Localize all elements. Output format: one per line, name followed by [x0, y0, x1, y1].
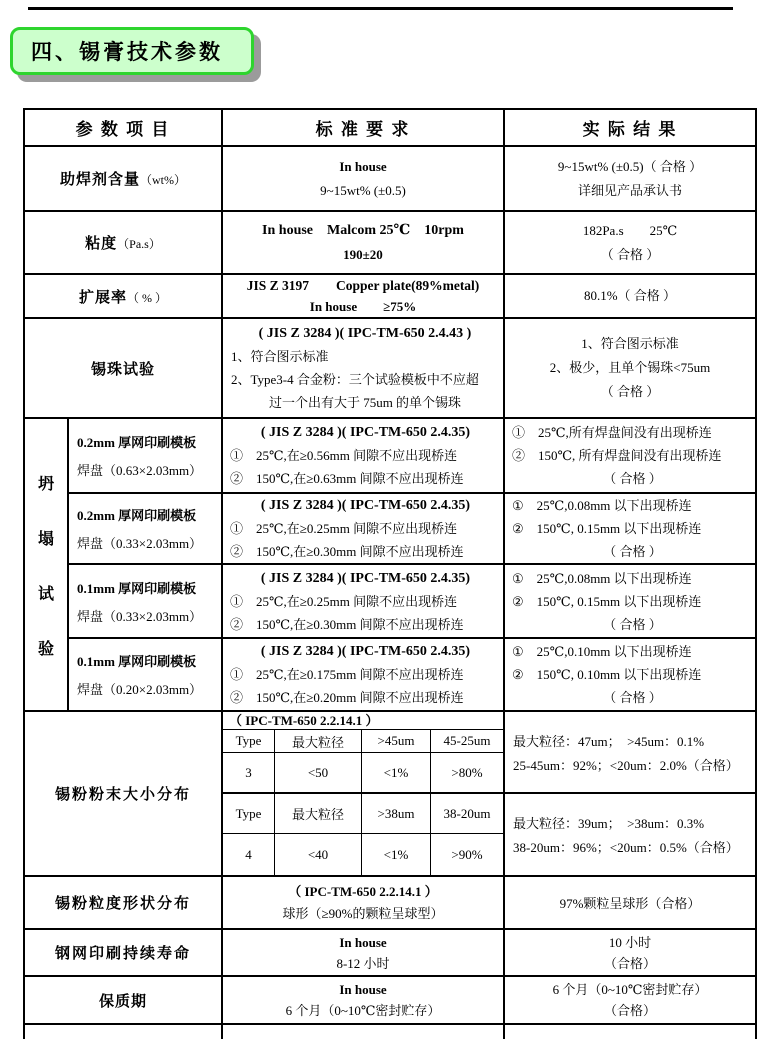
stencil-life-standard-cell: [223, 930, 505, 975]
powder-type4-v2: <40: [275, 834, 362, 875]
collapse-row-3: [69, 565, 755, 639]
collapse-vertical-label: [25, 419, 69, 710]
powder-type3-v4: >80%: [451, 764, 483, 780]
flux-res-line2: 详细见产品承认书: [577, 182, 682, 198]
powder-type3-value-row: [223, 753, 503, 792]
ball-res-line3: （ 合格 ）: [600, 384, 660, 399]
page-title: 四、锡膏技术参数: [31, 40, 223, 64]
viscosity-standard-cell: [223, 212, 505, 273]
shelf-life-res-line2: （合格）: [603, 1003, 656, 1018]
powder-type3-v3: <1%: [362, 753, 431, 792]
row-spread-rate: [25, 275, 755, 319]
ball-std-line3: 过一个出有大于 75um 的单个锡珠: [268, 395, 462, 410]
collapse-row4-standard: [223, 639, 505, 710]
collapse-row2-result: [505, 494, 755, 563]
collapse-row4-std-line2: ② 150℃,在≥0.20mm 间隙不应出现桥连: [230, 690, 464, 705]
powder-type3-res-line1: 最大粒径：47um； >45um：0.1%: [513, 733, 705, 749]
collapse-row3-result: [505, 565, 755, 637]
powder-type3-h3: >45um: [362, 730, 431, 752]
stencil-life-result-cell: [505, 930, 755, 975]
powder-type4-value-row: [223, 834, 503, 875]
collapse-vchar-4: 验: [37, 640, 54, 658]
row-viscosity: [25, 212, 755, 275]
flux-label-cell: [25, 147, 223, 210]
spread-standard-cell: [223, 275, 505, 317]
ball-standard-cell: [223, 319, 505, 417]
shelf-life-label-cell: [25, 977, 223, 1023]
collapse-row-1: [69, 419, 755, 494]
collapse-row1-res-line3: （ 合格 ）: [603, 471, 662, 486]
collapse-row-2: [69, 494, 755, 565]
collapse-row3-label: [69, 565, 223, 637]
powder-type3-h4: 45-25um: [443, 733, 491, 748]
powder-size-label: 锡粉粉末大小分布: [54, 787, 191, 803]
spread-unit: （ % ）: [127, 290, 167, 305]
powder-type3-table: [223, 712, 505, 792]
powder-type4-h2: 最大粒径: [275, 794, 362, 833]
collapse-vchar-2: 塌: [37, 530, 54, 548]
powder-type3-v2: <50: [275, 753, 362, 792]
collapse-row3-standard: [223, 565, 505, 637]
collapse-vchar-1: 坍: [37, 475, 54, 493]
spread-result-cell: [505, 275, 755, 317]
viscosity-res-line2: （ 合格 ）: [600, 246, 660, 262]
stencil-life-std-line1: In house: [339, 934, 387, 950]
shelf-life-standard-cell: [223, 977, 505, 1023]
collapse-row1-std-line1: ① 25℃,在≥0.56mm 间隙不应出现桥连: [230, 448, 458, 463]
powder-type4-header-row: [223, 794, 503, 834]
stencil-life-res-line1: 10 小时: [608, 934, 652, 950]
powder-type4-v3: <1%: [362, 834, 431, 875]
powder-shape-result-cell: [505, 877, 755, 928]
stencil-life-res-line2: （合格）: [603, 955, 656, 971]
collapse-row4-result: [505, 639, 755, 710]
row-shelf-life: [25, 977, 755, 1025]
spread-res-line1: 80.1%（ 合格 ）: [583, 288, 677, 303]
shelf-life-result-cell: [505, 977, 755, 1023]
stencil-life-std-line2: 8-12 小时: [336, 955, 390, 971]
cutoff-cell-3: [505, 1025, 755, 1039]
collapse-row4-label: [69, 639, 223, 710]
powder-type3-h2: 最大粒径: [275, 730, 362, 752]
viscosity-std-line1: In house Malcom 25℃ 10rpm: [262, 222, 464, 238]
powder-shape-standard-cell: [223, 877, 505, 928]
header-param: 参 数 项 目: [25, 110, 223, 145]
collapse-row4-std-head: ( JIS Z 3284 )( IPC-TM-650 2.4.35): [260, 644, 471, 659]
shelf-life-std-line2: 6 个月（0~10℃密封贮存）: [285, 1003, 441, 1018]
collapse-row1-label: [69, 419, 223, 492]
powder-std-head: （ IPC-TM-650 2.2.14.1 ）: [223, 712, 503, 730]
ball-res-line2: 2、极少，且单个锡珠<75um: [549, 360, 711, 375]
collapse-row3-std-line1: ① 25℃,在≥0.25mm 间隙不应出现桥连: [230, 593, 458, 609]
collapse-row3-std-line2: ② 150℃,在≥0.30mm 间隙不应出现桥连: [230, 616, 464, 632]
cutoff-cell-2: [223, 1025, 505, 1039]
powder-shape-std-line2: 球形（≥90%的颗粒呈球型）: [282, 905, 444, 921]
shelf-life-res-line1: 6 个月（0~10℃密封贮存）: [552, 982, 708, 997]
collapse-row3-label-line1: 0.1mm 厚网印刷模板: [77, 580, 197, 596]
ball-result-cell: [505, 319, 755, 417]
collapse-row1-res-line2: ② 150℃, 所有焊盘间没有出现桥连: [512, 448, 722, 463]
powder-type4-v4: >90%: [451, 846, 483, 862]
collapse-row2-res-line3: （ 合格 ）: [603, 544, 662, 559]
collapse-row-4: [69, 639, 755, 710]
ball-std-line2: 2、Type3-4 合金粉：三个试验模板中不应超: [231, 372, 479, 387]
powder-type3-v1: 3: [223, 753, 275, 792]
collapse-row3-label-line2: 焊盘（0.33×2.03mm）: [77, 608, 203, 624]
collapse-row1-label-line2: 焊盘（0.63×2.03mm）: [77, 463, 203, 478]
viscosity-label: 粘度: [85, 236, 118, 252]
table-header-row: [25, 110, 755, 147]
collapse-row1-result: [505, 419, 755, 492]
viscosity-unit: （Pa.s）: [117, 237, 161, 251]
flux-result-cell: [505, 147, 755, 210]
collapse-row3-res-line1: ① 25℃,0.08mm 以下出现桥连: [512, 570, 692, 586]
collapse-row2-std-line2: ② 150℃,在≥0.30mm 间隙不应出现桥连: [230, 544, 464, 559]
flux-standard-cell: [223, 147, 505, 210]
flux-res-line1: 9~15wt% (±0.5)（ 合格 ）: [557, 158, 703, 174]
section-title-box: [10, 27, 254, 75]
collapse-row2-label-line2: 焊盘（0.33×2.03mm）: [77, 536, 203, 551]
shelf-life-std-line1: In house: [339, 982, 387, 997]
collapse-row4-res-line3: （ 合格 ）: [603, 690, 662, 705]
stencil-life-label-cell: [25, 930, 223, 975]
powder-shape-std-line1: （ IPC-TM-650 2.2.14.1 ）: [288, 883, 438, 899]
powder-type3-res-line2: 25-45um：92%；<20um：2.0%（合格）: [513, 757, 739, 773]
spread-label: 扩展率: [78, 289, 127, 306]
row-stencil-life: [25, 930, 755, 977]
row-powder-shape: [25, 877, 755, 930]
header-standard: 标 准 要 求: [223, 110, 505, 145]
powder-type4-res-line1: 最大粒径：39um； >38um：0.3%: [513, 816, 705, 831]
row-flux-content: [25, 147, 755, 212]
row-solder-ball-test: [25, 319, 755, 419]
stencil-life-label: 钢网印刷持续寿命: [54, 946, 191, 962]
collapse-row1-std-line2: ② 150℃,在≥0.63mm 间隙不应出现桥连: [230, 471, 464, 486]
powder-shape-res-line1: 97%颗粒呈球形（合格）: [559, 896, 701, 911]
powder-type3-header-row: [223, 730, 503, 753]
powder-size-body: [223, 712, 755, 875]
powder-type4-result: [505, 794, 755, 875]
spread-std-line2: In house ≥75%: [309, 299, 417, 314]
collapse-row4-std-line1: ① 25℃,在≥0.175mm 间隙不应出现桥连: [230, 667, 464, 682]
collapse-row2-res-line1: ① 25℃,0.08mm 以下出现桥连: [512, 498, 692, 513]
powder-shape-label: 锡粉粒度形状分布: [54, 896, 191, 912]
parameters-table: [23, 108, 757, 1039]
collapse-row4-label-line1: 0.1mm 厚网印刷模板: [77, 654, 197, 669]
powder-type4-table: [223, 794, 505, 875]
shelf-life-label: 保质期: [98, 993, 147, 1010]
collapse-row2-std-line1: ① 25℃,在≥0.25mm 间隙不应出现桥连: [230, 521, 458, 536]
collapse-row1-standard: [223, 419, 505, 492]
flux-label: 助焊剂含量: [59, 172, 140, 188]
page-top-rule: [28, 7, 733, 10]
powder-type4-h4: 38-20um: [443, 805, 491, 821]
powder-type4-res-line2: 38-20um：96%；<20um：0.5%（合格）: [513, 840, 739, 855]
collapse-row4-res-line2: ② 150℃, 0.10mm 以下出现桥连: [512, 667, 702, 682]
header-result: 实 际 结 果: [582, 120, 678, 139]
spread-std-line1: JIS Z 3197 Copper plate(89%metal): [246, 278, 480, 293]
collapse-row1-label-line1: 0.2mm 厚网印刷模板: [77, 435, 197, 450]
collapse-row2-res-line2: ② 150℃, 0.15mm 以下出现桥连: [512, 521, 702, 536]
powder-shape-label-cell: [25, 877, 223, 928]
collapse-row2-label: [69, 494, 223, 563]
powder-type3-h1: Type: [223, 730, 275, 752]
collapse-row2-label-line1: 0.2mm 厚网印刷模板: [77, 508, 197, 523]
viscosity-label-cell: [25, 212, 223, 273]
ball-label-cell: [25, 319, 223, 417]
powder-type4-v1: 4: [223, 834, 275, 875]
collapse-rows: [69, 419, 755, 710]
powder-type4-h3: >38um: [362, 794, 431, 833]
collapse-row4-label-line2: 焊盘（0.20×2.03mm）: [77, 682, 203, 697]
powder-type3-result: [505, 712, 755, 792]
collapse-row3-std-head: ( JIS Z 3284 )( IPC-TM-650 2.4.35): [260, 570, 471, 586]
collapse-vchar-3: 试: [37, 585, 54, 603]
collapse-row4-res-line1: ① 25℃,0.10mm 以下出现桥连: [512, 644, 692, 659]
ball-std-line1: 1、符合图示标准: [231, 349, 329, 364]
viscosity-res-line1: 182Pa.s 25℃: [582, 222, 678, 238]
ball-label: 锡珠试验: [90, 361, 155, 378]
collapse-row2-std-head: ( JIS Z 3284 )( IPC-TM-650 2.4.35): [260, 498, 471, 513]
ball-res-line1: 1、符合图示标准: [581, 336, 679, 351]
flux-unit: （wt%）: [140, 173, 186, 187]
cutoff-cell-1: [25, 1025, 223, 1039]
collapse-row3-res-line3: （ 合格 ）: [603, 616, 662, 632]
spread-label-cell: [25, 275, 223, 317]
powder-type3-group: [223, 712, 755, 794]
powder-size-label-cell: [25, 712, 223, 875]
collapse-row1-std-head: ( JIS Z 3284 )( IPC-TM-650 2.4.35): [260, 425, 471, 440]
viscosity-result-cell: [505, 212, 755, 273]
cutoff-row: [25, 1025, 755, 1039]
ball-std-head: ( JIS Z 3284 )( IPC-TM-650 2.4.43 ): [258, 326, 472, 341]
powder-type4-h1: Type: [223, 794, 275, 833]
section-collapse-test: [25, 419, 755, 712]
collapse-row1-res-line1: ① 25℃,所有焊盘间没有出现桥连: [512, 425, 712, 440]
flux-std-line1: In house: [339, 158, 387, 174]
collapse-row3-res-line2: ② 150℃, 0.15mm 以下出现桥连: [512, 593, 702, 609]
flux-std-line2: 9~15wt% (±0.5): [320, 182, 406, 198]
powder-type4-group: [223, 794, 755, 875]
viscosity-std-line2: 190±20: [343, 246, 383, 262]
collapse-row2-standard: [223, 494, 505, 563]
section-powder-size: [25, 712, 755, 877]
